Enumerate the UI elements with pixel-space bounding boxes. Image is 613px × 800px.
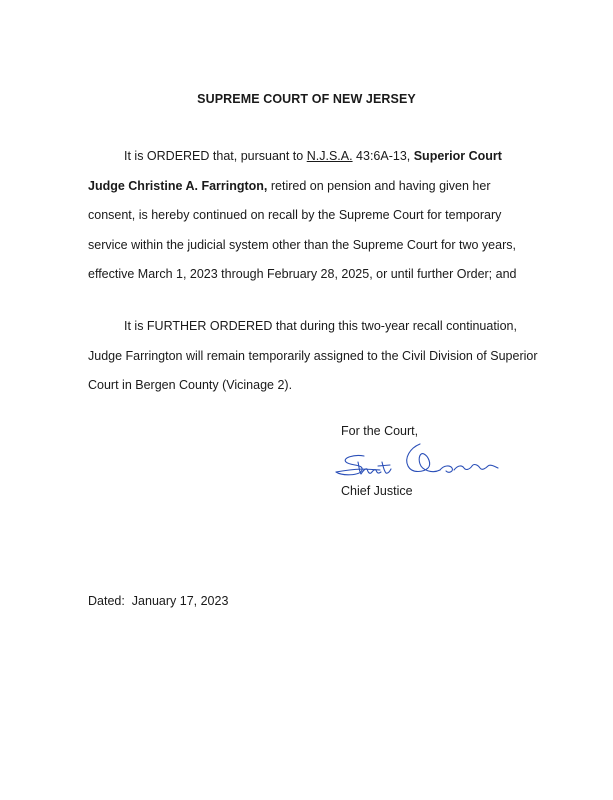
judge-name: Judge Christine A. Farrington, [88, 178, 268, 193]
paragraph-1-line-1-start: It is ORDERED that, pursuant to [124, 149, 307, 163]
for-the-court-label: For the Court, [341, 424, 419, 438]
paragraph-1-line-2 [88, 172, 528, 202]
paragraph-1-line-1-bold: Superior Court [413, 149, 502, 163]
dated-line [88, 594, 228, 608]
order-paragraph-2 [88, 312, 538, 401]
order-paragraph-1 [88, 142, 528, 290]
paragraph-2-line-3: Court in Bergen County (Vicinage 2). [88, 378, 293, 392]
court-heading: SUPREME COURT OF NEW JERSEY [197, 92, 416, 106]
paragraph-1-line-3: consent, is hereby continued on recall by the Supreme Court for temporary [88, 208, 502, 222]
paragraph-1-line-5: effective March 1, 2023 through February 28, 2025, or until further Order; and [88, 267, 517, 281]
dated-value: January 17, 2023 [131, 594, 229, 608]
paragraph-2-line-1: It is FURTHER ORDERED that during this two-year recall continuation, [124, 319, 517, 333]
paragraph-1-line-1-mid: 43:6A-13, [352, 149, 414, 163]
statute-citation: N.J.S.A. [306, 149, 353, 163]
chief-justice-signature [328, 438, 528, 488]
paragraph-1-line-4: service within the judicial system other than the Supreme Court for two years, [88, 237, 516, 252]
chief-justice-title: Chief Justice [341, 484, 413, 498]
dated-label: Dated: [88, 594, 125, 608]
paragraph-2-line-2: Judge Farrington will remain temporarily assigned to the Civil Division of Superior [88, 348, 538, 363]
paragraph-1-line-2-rest: retired on pension and having given her [267, 178, 491, 193]
paragraph-1-line-1 [88, 142, 528, 172]
